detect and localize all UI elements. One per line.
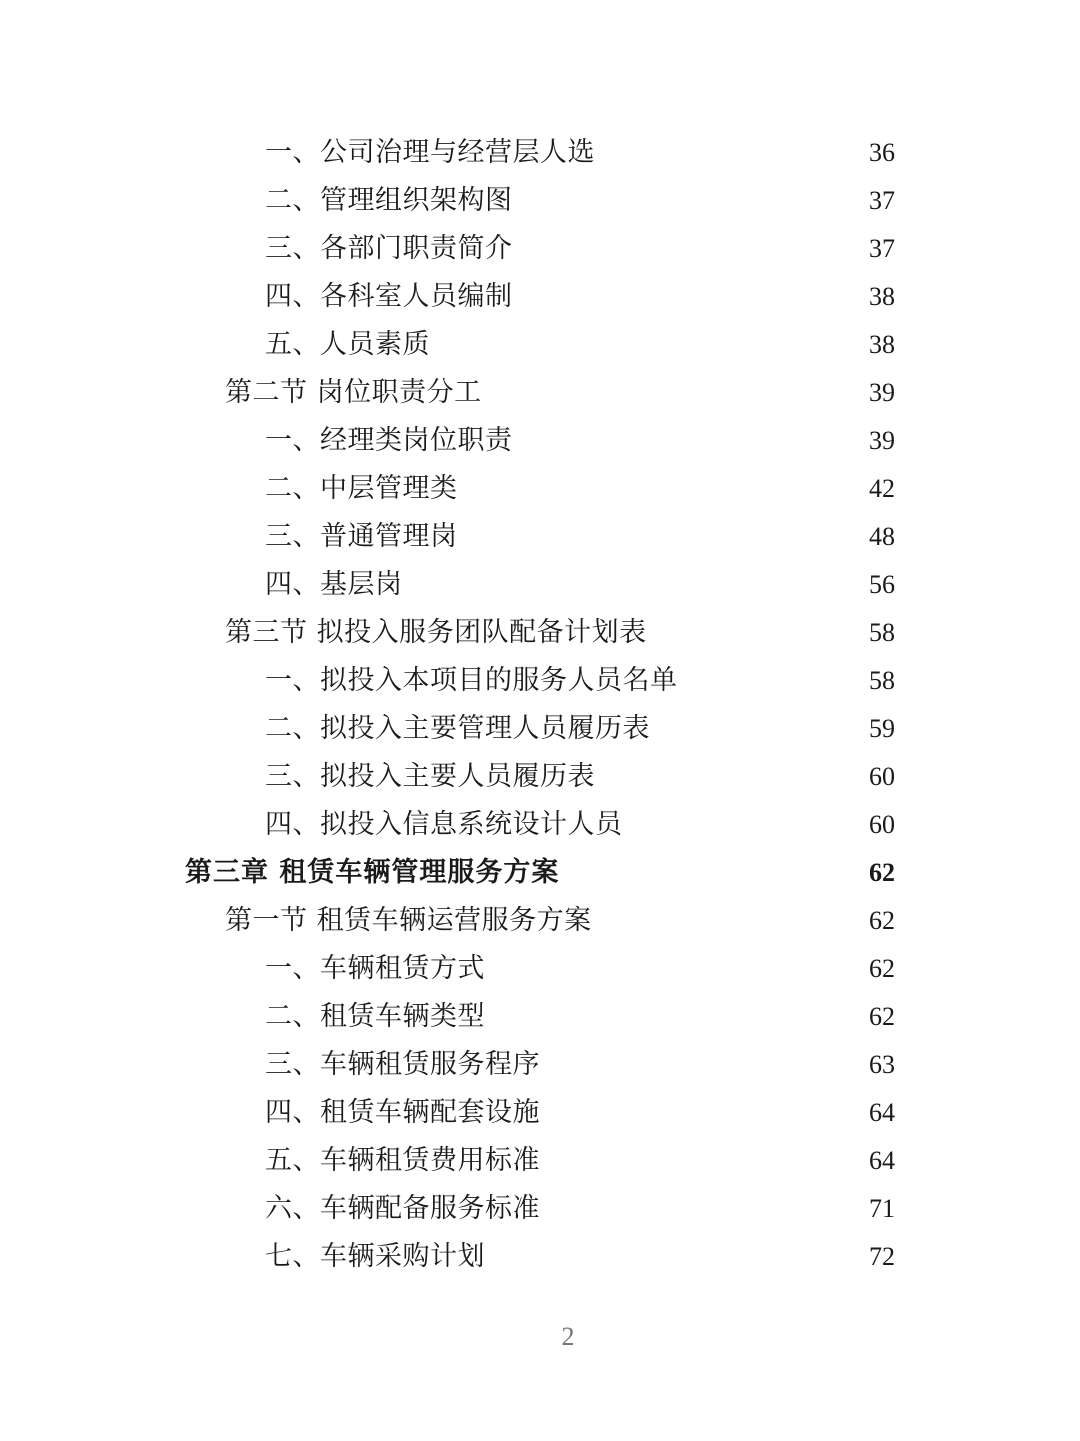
toc-entry-title: 二、管理组织架构图	[265, 185, 513, 216]
toc-dot-leader	[515, 273, 864, 321]
toc-entry-page: 37	[869, 186, 895, 215]
toc-entry-page: 58	[869, 666, 895, 695]
toc-entry-page: 62	[869, 906, 895, 935]
toc-entry-page: 71	[869, 1194, 895, 1223]
toc-entry-page: 36	[869, 138, 895, 167]
toc-dot-leader	[625, 801, 864, 849]
toc-entry-title: 第二节 岗位职责分工	[225, 377, 482, 408]
toc-entry-title: 一、车辆租赁方式	[265, 953, 485, 984]
toc-dot-leader	[432, 321, 863, 369]
toc-entry[interactable]	[265, 753, 895, 801]
toc-entry-title: 五、人员素质	[265, 329, 430, 360]
toc-entry-page: 62	[869, 954, 895, 983]
toc-entry-title: 三、各部门职责简介	[265, 233, 513, 264]
toc-entry-page: 42	[869, 474, 895, 503]
toc-entry[interactable]	[265, 945, 895, 993]
toc-entry-title: 四、租赁车辆配套设施	[265, 1097, 540, 1128]
toc-entry-page: 63	[869, 1050, 895, 1079]
toc-entry[interactable]	[265, 321, 895, 369]
toc-entry-title: 二、拟投入主要管理人员履历表	[265, 713, 650, 744]
toc-entry-title: 四、基层岗	[265, 569, 403, 600]
toc-entry-page: 38	[869, 330, 895, 359]
toc-entry-page: 56	[869, 570, 895, 599]
toc-entry-title: 二、中层管理类	[265, 473, 458, 504]
toc-dot-leader	[484, 369, 863, 417]
toc-entry-page: 60	[869, 810, 895, 839]
toc-entry[interactable]	[265, 273, 895, 321]
page-number: 2	[561, 1322, 575, 1351]
toc-entry-title: 三、拟投入主要人员履历表	[265, 761, 595, 792]
toc-entry[interactable]	[265, 801, 895, 849]
toc-entry-title: 一、经理类岗位职责	[265, 425, 513, 456]
toc-dot-leader	[460, 513, 864, 561]
toc-entry[interactable]	[265, 1185, 895, 1233]
toc-dot-leader	[597, 129, 863, 177]
toc-entry-page: 64	[869, 1146, 895, 1175]
toc-dot-leader	[487, 1233, 863, 1281]
toc-entry-page: 60	[869, 762, 895, 791]
toc-dot-leader	[487, 993, 863, 1041]
toc-entry-page: 58	[869, 618, 895, 647]
toc-dot-leader	[542, 1185, 863, 1233]
toc-dot-leader	[542, 1137, 863, 1185]
toc-entry[interactable]	[265, 465, 895, 513]
toc-entry[interactable]	[265, 513, 895, 561]
toc-entry-page: 48	[869, 522, 895, 551]
toc-entry[interactable]	[265, 657, 895, 705]
toc-entry-title: 七、车辆采购计划	[265, 1241, 485, 1272]
toc-dot-leader	[597, 753, 863, 801]
toc-dot-leader	[594, 897, 863, 945]
toc-dot-leader	[515, 177, 864, 225]
toc-entry-title: 二、租赁车辆类型	[265, 1001, 485, 1032]
toc-dot-leader	[515, 417, 864, 465]
toc-entry[interactable]	[265, 1137, 895, 1185]
toc-entry[interactable]	[265, 225, 895, 273]
toc-entry[interactable]	[265, 561, 895, 609]
toc-entry-title: 第三章 租赁车辆管理服务方案	[185, 857, 560, 888]
toc-dot-leader	[652, 705, 863, 753]
toc-entry-page: 37	[869, 234, 895, 263]
toc-entry[interactable]	[265, 705, 895, 753]
toc-entry[interactable]	[265, 1089, 895, 1137]
toc-section-entry[interactable]	[225, 897, 895, 945]
toc-entry[interactable]	[265, 993, 895, 1041]
toc-entry-title: 六、车辆配备服务标准	[265, 1193, 540, 1224]
toc-entry-page: 38	[869, 282, 895, 311]
toc-entry-title: 一、拟投入本项目的服务人员名单	[265, 665, 678, 696]
toc-dot-leader	[405, 561, 864, 609]
toc-entry-page: 59	[869, 714, 895, 743]
toc-entry-page: 72	[869, 1242, 895, 1271]
toc-entry-title: 四、拟投入信息系统设计人员	[265, 809, 623, 840]
toc-entry-page: 39	[869, 378, 895, 407]
toc-dot-leader	[515, 225, 864, 273]
toc-dot-leader	[561, 849, 863, 897]
toc-section-entry[interactable]	[225, 369, 895, 417]
toc-entry[interactable]	[265, 1233, 895, 1281]
toc-entry-page: 62	[869, 858, 895, 887]
toc-entry[interactable]	[265, 129, 895, 177]
toc-entry-title: 第三节 拟投入服务团队配备计划表	[225, 617, 647, 648]
toc-dot-leader	[680, 657, 864, 705]
toc-entry-title: 三、普通管理岗	[265, 521, 458, 552]
toc-dot-leader	[487, 945, 863, 993]
toc-dot-leader	[542, 1089, 863, 1137]
toc-dot-leader	[649, 609, 863, 657]
toc-dot-leader	[460, 465, 864, 513]
toc-entry-title: 四、各科室人员编制	[265, 281, 513, 312]
toc-entry-page: 62	[869, 1002, 895, 1031]
toc-entry-title: 一、公司治理与经营层人选	[265, 137, 595, 168]
toc-entry-title: 第一节 租赁车辆运营服务方案	[225, 905, 592, 936]
toc-dot-leader	[542, 1041, 863, 1089]
toc-chapter-entry[interactable]	[185, 849, 895, 897]
toc-entry-title: 五、车辆租赁费用标准	[265, 1145, 540, 1176]
toc-entry-title: 三、车辆租赁服务程序	[265, 1049, 540, 1080]
toc-section-entry[interactable]	[225, 609, 895, 657]
toc-entry[interactable]	[265, 1041, 895, 1089]
toc-entry[interactable]	[265, 177, 895, 225]
toc-entry[interactable]	[265, 417, 895, 465]
toc-entry-page: 64	[869, 1098, 895, 1127]
toc-entry-page: 39	[869, 426, 895, 455]
